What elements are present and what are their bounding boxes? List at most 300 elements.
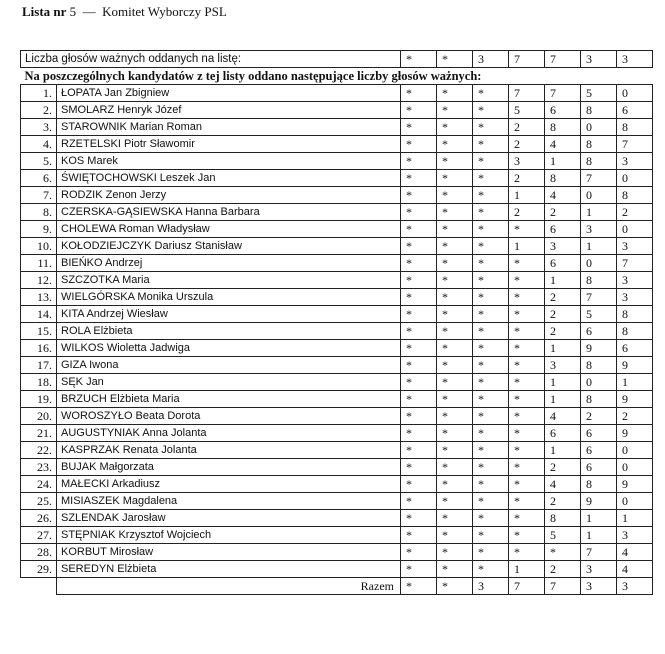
digit-cell: 9	[617, 391, 653, 408]
digit-cell: 7	[617, 255, 653, 272]
digit-cell: *	[401, 272, 437, 289]
candidate-row	[21, 510, 653, 527]
candidate-name: ŚWIĘTOCHOWSKI Leszek Jan	[57, 170, 401, 187]
digit-cell: *	[509, 374, 545, 391]
digit-cell: 1	[545, 442, 581, 459]
digit-cell: 7	[581, 544, 617, 561]
candidate-row	[21, 306, 653, 323]
candidate-name: KORBUT Mirosław	[57, 544, 401, 561]
digit-cell: *	[473, 374, 509, 391]
digit-cell: *	[401, 442, 437, 459]
candidate-number: 8.	[21, 204, 57, 221]
digit-cell: *	[437, 119, 473, 136]
digit-cell: *	[401, 425, 437, 442]
digit-cell: 2	[545, 306, 581, 323]
candidate-name: SZCZOTKA Maria	[57, 272, 401, 289]
digit-cell: 6	[581, 425, 617, 442]
digit-cell: 7	[581, 289, 617, 306]
digit-cell: *	[473, 561, 509, 578]
candidate-name: ROLA Elżbieta	[57, 323, 401, 340]
digit-cell: 8	[617, 187, 653, 204]
digit-cell: 6	[581, 459, 617, 476]
digit-cell: 9	[581, 340, 617, 357]
digit-cell: 1	[509, 238, 545, 255]
digit-cell: 1	[509, 187, 545, 204]
candidate-row	[21, 221, 653, 238]
digit-cell: *	[509, 493, 545, 510]
candidate-name: CHOLEWA Roman Władysław	[57, 221, 401, 238]
candidate-number: 20.	[21, 408, 57, 425]
digit-cell: 1	[545, 374, 581, 391]
digit-cell: 7	[617, 136, 653, 153]
digit-cell: *	[473, 136, 509, 153]
candidate-number: 3.	[21, 119, 57, 136]
digit-cell: 5	[545, 527, 581, 544]
digit-cell: 9	[617, 476, 653, 493]
digit-cell: *	[437, 289, 473, 306]
digit-cell: *	[401, 544, 437, 561]
digit-cell: 2	[509, 204, 545, 221]
candidate-name: CZERSKA-GĄSIEWSKA Hanna Barbara	[57, 204, 401, 221]
digit-cell: 1	[545, 391, 581, 408]
digit-cell: *	[437, 204, 473, 221]
candidate-number: 1.	[21, 85, 57, 102]
digit-cell: 0	[617, 459, 653, 476]
digit-cell: 8	[581, 476, 617, 493]
digit-cell: *	[401, 306, 437, 323]
digit-cell: *	[473, 391, 509, 408]
digit-cell: *	[509, 323, 545, 340]
digit-cell: *	[473, 340, 509, 357]
digit-cell: 0	[617, 442, 653, 459]
digit-cell: *	[473, 323, 509, 340]
digit-cell: 2	[545, 493, 581, 510]
candidate-name: KOŁODZIEJCZYK Dariusz Stanisław	[57, 238, 401, 255]
candidate-name: SZLENDAK Jarosław	[57, 510, 401, 527]
digit-cell: 2	[545, 561, 581, 578]
digit-cell: 1	[545, 153, 581, 170]
digit-cell: 4	[545, 476, 581, 493]
digit-cell: *	[509, 340, 545, 357]
candidate-number: 22.	[21, 442, 57, 459]
candidate-number: 28.	[21, 544, 57, 561]
digit-cell: 6	[617, 102, 653, 119]
candidate-row	[21, 204, 653, 221]
candidate-name: BUJAK Małgorzata	[57, 459, 401, 476]
candidate-number: 2.	[21, 102, 57, 119]
candidate-row	[21, 119, 653, 136]
digit-cell: *	[401, 391, 437, 408]
digit-cell: 7	[581, 170, 617, 187]
candidate-name: KOS Marek	[57, 153, 401, 170]
digit-cell: *	[437, 493, 473, 510]
total-label: Razem	[57, 578, 401, 595]
digit-cell: 2	[545, 323, 581, 340]
candidate-row	[21, 425, 653, 442]
digit-cell: *	[437, 136, 473, 153]
candidate-number: 11.	[21, 255, 57, 272]
digit-cell: *	[437, 340, 473, 357]
digit-cell: 7	[509, 85, 545, 102]
list-label: Lista nr	[22, 4, 67, 19]
digit-cell: 2	[545, 289, 581, 306]
digit-cell: *	[473, 102, 509, 119]
candidate-number: 13.	[21, 289, 57, 306]
candidate-name: WOROSZYŁO Beata Dorota	[57, 408, 401, 425]
candidate-row	[21, 289, 653, 306]
digit-cell: 1	[581, 527, 617, 544]
candidate-row	[21, 391, 653, 408]
digit-cell: *	[473, 306, 509, 323]
candidate-number: 18.	[21, 374, 57, 391]
candidate-name: WIELGÓRSKA Monika Urszula	[57, 289, 401, 306]
digit-cell: 0	[581, 119, 617, 136]
digit-cell: *	[401, 238, 437, 255]
digit-cell: 3	[545, 357, 581, 374]
digit-cell: *	[401, 323, 437, 340]
digit-cell: *	[401, 357, 437, 374]
digit-cell: *	[473, 85, 509, 102]
digit-cell: *	[509, 357, 545, 374]
candidate-name: KITA Andrzej Wiesław	[57, 306, 401, 323]
digit-cell: 0	[581, 187, 617, 204]
digit-cell: *	[473, 425, 509, 442]
digit-cell: 2	[581, 408, 617, 425]
digit-cell: *	[401, 204, 437, 221]
candidate-row	[21, 153, 653, 170]
candidate-row	[21, 459, 653, 476]
digit-cell: 1	[545, 340, 581, 357]
digit-cell: *	[437, 510, 473, 527]
digit-cell: 8	[545, 510, 581, 527]
candidate-row	[21, 408, 653, 425]
digit-cell: 8	[581, 391, 617, 408]
digit-cell: *	[401, 408, 437, 425]
candidate-name: GIZA Iwona	[57, 357, 401, 374]
digit-cell: 9	[581, 493, 617, 510]
digit-cell: 1	[509, 561, 545, 578]
digit-cell: *	[437, 442, 473, 459]
digit-cell: 0	[617, 493, 653, 510]
digit-cell: 3	[581, 561, 617, 578]
committee-name: Komitet Wyborczy PSL	[102, 4, 227, 19]
candidate-number: 4.	[21, 136, 57, 153]
digit-cell: 2	[617, 204, 653, 221]
candidate-name: KASPRZAK Renata Jolanta	[57, 442, 401, 459]
candidate-row	[21, 374, 653, 391]
digit-cell: 8	[581, 153, 617, 170]
digit-cell: *	[401, 561, 437, 578]
digit-cell: 2	[509, 119, 545, 136]
digit-cell: 5	[581, 85, 617, 102]
digit-cell: *	[473, 459, 509, 476]
digit-cell: *	[401, 374, 437, 391]
digit-cell: 0	[617, 221, 653, 238]
digit-cell: 3	[581, 578, 617, 595]
digit-cell: *	[509, 476, 545, 493]
digit-cell: *	[401, 255, 437, 272]
digit-cell: 3	[617, 289, 653, 306]
digit-cell: *	[473, 153, 509, 170]
candidate-name: MISIASZEK Magdalena	[57, 493, 401, 510]
digit-cell: *	[509, 408, 545, 425]
digit-cell: *	[437, 170, 473, 187]
digit-cell: *	[437, 357, 473, 374]
digit-cell: *	[437, 153, 473, 170]
digit-cell: *	[437, 272, 473, 289]
digit-cell: 8	[581, 102, 617, 119]
digit-cell: *	[437, 187, 473, 204]
candidate-number: 7.	[21, 187, 57, 204]
digit-cell: 7	[545, 85, 581, 102]
digit-cell: *	[473, 238, 509, 255]
digit-cell: *	[509, 425, 545, 442]
digit-cell: 2	[509, 136, 545, 153]
digit-cell: 8	[617, 119, 653, 136]
candidate-row	[21, 255, 653, 272]
digit-cell: 2	[509, 170, 545, 187]
digit-cell: 3	[581, 51, 617, 68]
candidate-number: 19.	[21, 391, 57, 408]
candidate-name: BRZUCH Elżbieta Maria	[57, 391, 401, 408]
digit-cell: 6	[545, 102, 581, 119]
digit-cell: 6	[545, 425, 581, 442]
header-dash: —	[82, 4, 96, 19]
digit-cell: 8	[581, 136, 617, 153]
digit-cell: *	[437, 238, 473, 255]
digit-cell: 3	[617, 527, 653, 544]
digit-cell: 4	[545, 408, 581, 425]
digit-cell: 5	[581, 306, 617, 323]
digit-cell: *	[401, 51, 437, 68]
digit-cell: 7	[545, 578, 581, 595]
digit-cell: *	[509, 306, 545, 323]
digit-cell: 2	[545, 459, 581, 476]
candidate-row	[21, 85, 653, 102]
candidate-row	[21, 357, 653, 374]
digit-cell: 7	[509, 51, 545, 68]
digit-cell: *	[509, 221, 545, 238]
digit-cell: *	[437, 102, 473, 119]
digit-cell: *	[509, 459, 545, 476]
total-spacer	[21, 578, 57, 595]
candidate-row	[21, 544, 653, 561]
candidate-name: STĘPNIAK Krzysztof Wojciech	[57, 527, 401, 544]
digit-cell: *	[473, 289, 509, 306]
subheading-row	[21, 68, 653, 85]
digit-cell: *	[401, 136, 437, 153]
digit-cell: *	[437, 459, 473, 476]
digit-cell: *	[473, 476, 509, 493]
digit-cell: 3	[545, 238, 581, 255]
digit-cell: *	[437, 85, 473, 102]
candidate-number: 9.	[21, 221, 57, 238]
candidate-name: STAROWNIK Marian Roman	[57, 119, 401, 136]
digit-cell: *	[545, 544, 581, 561]
digit-cell: 4	[545, 136, 581, 153]
digit-cell: *	[401, 289, 437, 306]
digit-cell: 3	[473, 578, 509, 595]
list-number: 5	[69, 4, 77, 19]
candidate-number: 16.	[21, 340, 57, 357]
digit-cell: 2	[617, 408, 653, 425]
digit-cell: *	[509, 289, 545, 306]
candidate-row	[21, 527, 653, 544]
digit-cell: 4	[617, 561, 653, 578]
digit-cell: 0	[617, 85, 653, 102]
digit-cell: 2	[545, 204, 581, 221]
candidate-name: WILKOS Wioletta Jadwiga	[57, 340, 401, 357]
digit-cell: *	[473, 527, 509, 544]
digit-cell: 1	[617, 374, 653, 391]
digit-cell: *	[437, 374, 473, 391]
digit-cell: *	[509, 442, 545, 459]
digit-cell: *	[473, 357, 509, 374]
digit-cell: *	[509, 527, 545, 544]
candidate-number: 29.	[21, 561, 57, 578]
digit-cell: *	[401, 476, 437, 493]
digit-cell: *	[401, 170, 437, 187]
digit-cell: *	[509, 272, 545, 289]
digit-cell: *	[401, 153, 437, 170]
digit-cell: *	[473, 408, 509, 425]
results-table	[20, 50, 653, 595]
valid-votes-row	[21, 51, 653, 68]
digit-cell: 6	[581, 323, 617, 340]
subheading: Na poszczególnych kandydatów z tej listy oddano następujące liczby głosów ważnych:	[21, 68, 653, 85]
digit-cell: 3	[617, 51, 653, 68]
digit-cell: *	[437, 425, 473, 442]
digit-cell: 9	[617, 425, 653, 442]
digit-cell: 0	[617, 170, 653, 187]
digit-cell: 3	[617, 153, 653, 170]
digit-cell: *	[401, 493, 437, 510]
digit-cell: *	[473, 204, 509, 221]
candidate-name: SEREDYN Elżbieta	[57, 561, 401, 578]
digit-cell: *	[401, 510, 437, 527]
digit-cell: *	[437, 476, 473, 493]
digit-cell: *	[437, 221, 473, 238]
digit-cell: 1	[581, 204, 617, 221]
digit-cell: *	[473, 493, 509, 510]
candidate-number: 21.	[21, 425, 57, 442]
digit-cell: 5	[509, 102, 545, 119]
digit-cell: *	[509, 391, 545, 408]
digit-cell: *	[437, 323, 473, 340]
digit-cell: 9	[617, 357, 653, 374]
digit-cell: *	[401, 187, 437, 204]
candidate-row	[21, 340, 653, 357]
digit-cell: *	[473, 510, 509, 527]
digit-cell: 3	[581, 221, 617, 238]
total-row	[21, 578, 653, 595]
digit-cell: 6	[581, 442, 617, 459]
digit-cell: 1	[581, 238, 617, 255]
digit-cell: 8	[545, 119, 581, 136]
digit-cell: *	[473, 272, 509, 289]
digit-cell: *	[437, 561, 473, 578]
digit-cell: 0	[581, 255, 617, 272]
digit-cell: 4	[617, 544, 653, 561]
digit-cell: *	[437, 391, 473, 408]
digit-cell: 7	[509, 578, 545, 595]
digit-cell: *	[473, 442, 509, 459]
candidate-name: SMOLARZ Henryk Józef	[57, 102, 401, 119]
digit-cell: *	[401, 459, 437, 476]
candidate-row	[21, 323, 653, 340]
candidate-name: SĘK Jan	[57, 374, 401, 391]
digit-cell: 3	[473, 51, 509, 68]
digit-cell: 8	[545, 170, 581, 187]
digit-cell: 8	[617, 306, 653, 323]
digit-cell: *	[437, 51, 473, 68]
candidate-number: 17.	[21, 357, 57, 374]
digit-cell: *	[473, 255, 509, 272]
digit-cell: *	[437, 544, 473, 561]
candidate-row	[21, 476, 653, 493]
candidate-row	[21, 442, 653, 459]
digit-cell: 4	[545, 187, 581, 204]
digit-cell: 3	[617, 578, 653, 595]
candidate-row	[21, 102, 653, 119]
candidate-name: ŁOPATA Jan Zbigniew	[57, 85, 401, 102]
digit-cell: *	[401, 85, 437, 102]
digit-cell: 8	[581, 357, 617, 374]
candidate-number: 5.	[21, 153, 57, 170]
digit-cell: 3	[509, 153, 545, 170]
candidate-row	[21, 561, 653, 578]
digit-cell: *	[437, 578, 473, 595]
digit-cell: 1	[545, 272, 581, 289]
digit-cell: *	[473, 187, 509, 204]
candidate-name: RODZIK Zenon Jerzy	[57, 187, 401, 204]
digit-cell: *	[437, 255, 473, 272]
candidate-name: AUGUSTYNIAK Anna Jolanta	[57, 425, 401, 442]
digit-cell: *	[437, 408, 473, 425]
digit-cell: *	[401, 340, 437, 357]
candidate-number: 12.	[21, 272, 57, 289]
digit-cell: 6	[545, 221, 581, 238]
candidate-number: 6.	[21, 170, 57, 187]
digit-cell: 8	[617, 323, 653, 340]
digit-cell: *	[473, 221, 509, 238]
candidate-row	[21, 272, 653, 289]
digit-cell: 1	[617, 510, 653, 527]
digit-cell: 1	[581, 510, 617, 527]
digit-cell: *	[437, 527, 473, 544]
candidate-number: 15.	[21, 323, 57, 340]
digit-cell: *	[401, 102, 437, 119]
candidate-row	[21, 238, 653, 255]
digit-cell: *	[509, 544, 545, 561]
candidate-row	[21, 136, 653, 153]
candidate-number: 27.	[21, 527, 57, 544]
valid-votes-label: Liczba głosów ważnych oddanych na listę:	[21, 51, 401, 68]
digit-cell: 3	[617, 272, 653, 289]
candidate-row	[21, 493, 653, 510]
candidate-row	[21, 187, 653, 204]
document-header	[22, 4, 227, 20]
candidate-number: 25.	[21, 493, 57, 510]
digit-cell: *	[473, 119, 509, 136]
digit-cell: 7	[545, 51, 581, 68]
candidate-number: 23.	[21, 459, 57, 476]
candidate-number: 10.	[21, 238, 57, 255]
digit-cell: *	[401, 527, 437, 544]
digit-cell: 8	[581, 272, 617, 289]
candidate-name: MAŁECKI Arkadiusz	[57, 476, 401, 493]
digit-cell: 6	[545, 255, 581, 272]
